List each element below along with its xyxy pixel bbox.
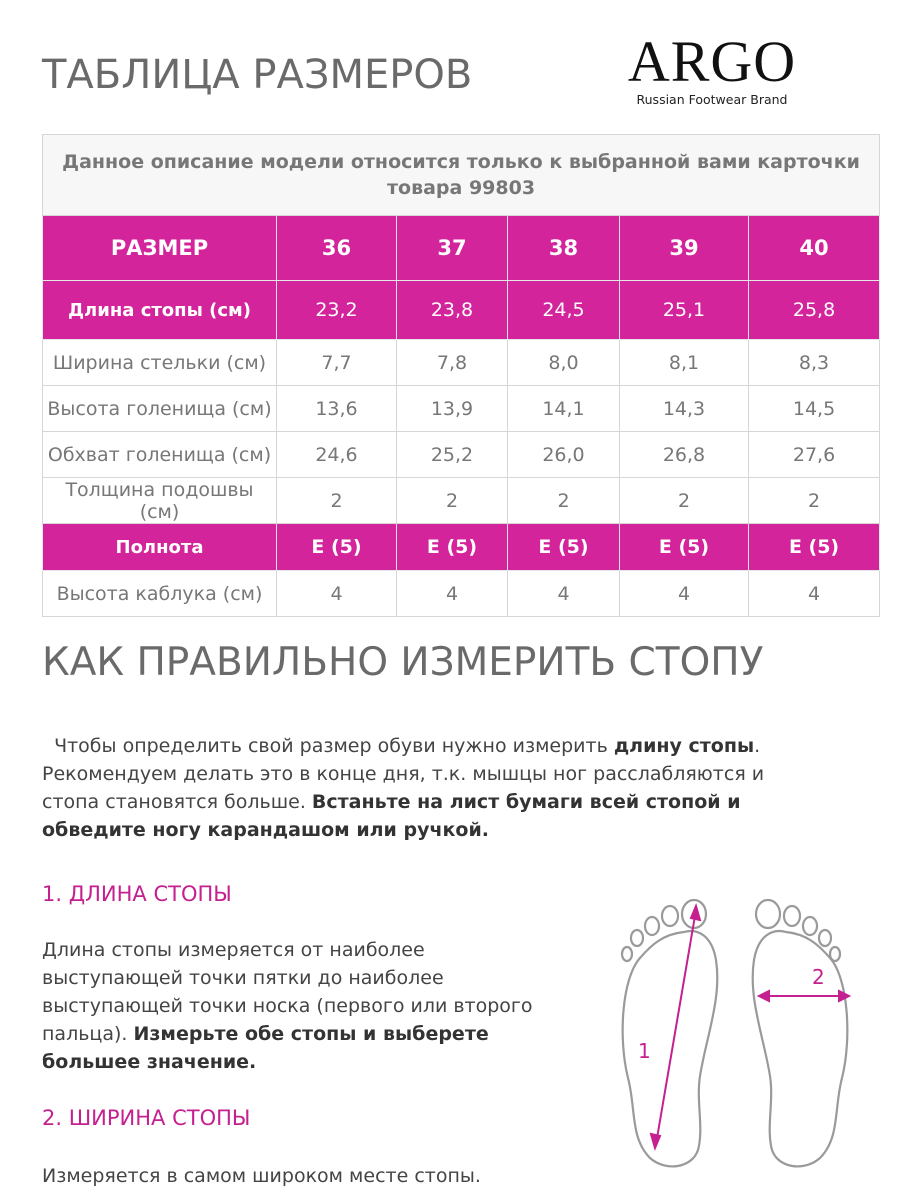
row-label: Полнота xyxy=(43,524,277,571)
left-toe xyxy=(645,917,659,935)
cell: E (5) xyxy=(508,524,620,571)
left-toe xyxy=(631,930,643,946)
cell: 2 xyxy=(508,478,620,524)
cell: 4 xyxy=(620,571,749,617)
logo-name: ARGO xyxy=(627,29,797,94)
cell: 14,3 xyxy=(620,386,749,432)
width-marker: 2 xyxy=(812,965,825,989)
cell: 13,6 xyxy=(277,386,397,432)
right-toe xyxy=(803,917,817,935)
page-title: ТАБЛИЦА РАЗМЕРОВ xyxy=(42,52,473,98)
cell: 8,0 xyxy=(508,340,620,386)
length-text: Длина стопы измеряется от наиболее выступающей точки пятки до наиболее выступающей точки носка (первого или второго пальца). xyxy=(42,939,533,1045)
feet-illustration xyxy=(600,888,870,1178)
left-foot-outline xyxy=(623,931,718,1166)
length-arrow-head-bottom xyxy=(651,1134,660,1148)
logo-subtitle: Russian Footwear Brand xyxy=(636,92,788,107)
length-description xyxy=(42,936,562,1076)
cell: E (5) xyxy=(620,524,749,571)
size-38: 38 xyxy=(508,216,620,281)
left-toe xyxy=(622,947,632,961)
row-label: Длина стопы (см) xyxy=(43,281,277,340)
intro-text-2: . Рекомендуем делать это в конце дня, т.к. мышцы ног расслабляются и стопа становятся больше. xyxy=(42,735,765,813)
row-label: Высота каблука (см) xyxy=(43,571,277,617)
right-foot-outline xyxy=(753,931,848,1166)
size-37: 37 xyxy=(397,216,508,281)
cell: 4 xyxy=(749,571,880,617)
cell: 7,7 xyxy=(277,340,397,386)
length-arrow xyxy=(656,910,696,1144)
length-arrow-head-top xyxy=(691,906,700,920)
cell: 4 xyxy=(397,571,508,617)
size-header-row xyxy=(43,216,880,281)
measure-guide-title: КАК ПРАВИЛЬНО ИЗМЕРИТЬ СТОПУ xyxy=(42,640,764,685)
width-section-title: 2. ШИРИНА СТОПЫ xyxy=(42,1106,251,1130)
cell: 8,1 xyxy=(620,340,749,386)
cell: 7,8 xyxy=(397,340,508,386)
cell: 14,1 xyxy=(508,386,620,432)
cell: 8,3 xyxy=(749,340,880,386)
intro-bold-1: длину стопы xyxy=(613,735,755,757)
cell: 13,9 xyxy=(397,386,508,432)
cell: E (5) xyxy=(277,524,397,571)
cell: 2 xyxy=(397,478,508,524)
measure-intro xyxy=(42,732,822,844)
width-arrow-head-left xyxy=(759,991,769,1001)
cell: E (5) xyxy=(397,524,508,571)
length-marker: 1 xyxy=(638,1039,651,1063)
cell: 14,5 xyxy=(749,386,880,432)
table-row xyxy=(43,386,880,432)
table-row xyxy=(43,340,880,386)
cell: 26,0 xyxy=(508,432,620,478)
intro-bold-2: Встаньте на лист бумаги всей стопой и обведите ногу карандашом или ручкой. xyxy=(42,791,741,841)
cell: 25,2 xyxy=(397,432,508,478)
row-label: Высота голенища (см) xyxy=(43,386,277,432)
row-label: Обхват голенища (см) xyxy=(43,432,277,478)
size-36: 36 xyxy=(277,216,397,281)
cell: 25,8 xyxy=(749,281,880,340)
cell: 27,6 xyxy=(749,432,880,478)
row-label: Толщина подошвы (см) xyxy=(43,478,277,524)
size-table xyxy=(42,134,880,617)
cell: E (5) xyxy=(749,524,880,571)
cell: 23,2 xyxy=(277,281,397,340)
table-row xyxy=(43,281,880,340)
right-toe xyxy=(830,947,840,961)
length-section-title: 1. ДЛИНА СТОПЫ xyxy=(42,882,232,906)
model-note: Данное описание модели относится только к выбранной вами карточки товара 99803 xyxy=(43,135,880,216)
cell: 2 xyxy=(749,478,880,524)
cell: 2 xyxy=(277,478,397,524)
cell: 4 xyxy=(508,571,620,617)
intro-text-1: Чтобы определить свой размер обуви нужно измерить xyxy=(54,735,614,757)
cell: 4 xyxy=(277,571,397,617)
right-toe xyxy=(784,906,800,926)
cell: 2 xyxy=(620,478,749,524)
cell: 24,6 xyxy=(277,432,397,478)
width-description: Измеряется в самом широком месте стопы. xyxy=(42,1165,481,1187)
row-label: Ширина стельки (см) xyxy=(43,340,277,386)
table-row xyxy=(43,571,880,617)
cell: 24,5 xyxy=(508,281,620,340)
table-row xyxy=(43,524,880,571)
cell: 23,8 xyxy=(397,281,508,340)
width-arrow-head-right xyxy=(839,991,849,1001)
right-toe xyxy=(756,900,780,928)
size-40: 40 xyxy=(749,216,880,281)
size-header-label: РАЗМЕР xyxy=(43,216,277,281)
table-row xyxy=(43,478,880,524)
right-toe xyxy=(819,930,831,946)
cell: 25,1 xyxy=(620,281,749,340)
length-bold: Измерьте обе стопы и выберете большее значение. xyxy=(42,1023,489,1073)
brand-logo xyxy=(612,29,812,107)
cell: 26,8 xyxy=(620,432,749,478)
size-39: 39 xyxy=(620,216,749,281)
table-row xyxy=(43,432,880,478)
left-toe xyxy=(662,906,678,926)
